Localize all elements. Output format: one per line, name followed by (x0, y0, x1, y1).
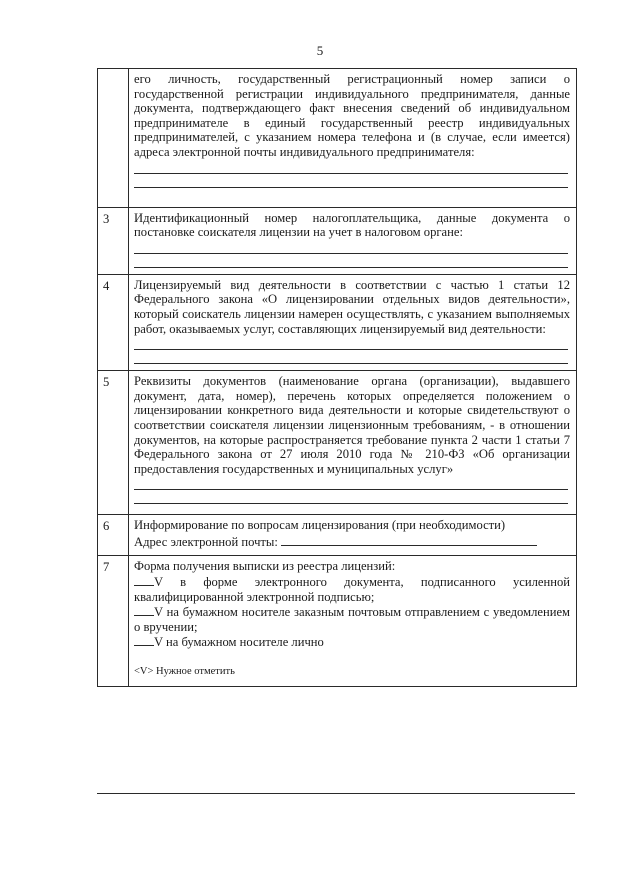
page-number: 5 (316, 43, 324, 58)
table-row (98, 69, 577, 208)
document-details-text: Реквизиты документов (наименование органа (организации), выдавшего документ, дата, номер), перечень которых определяется положением о лицензировании конкретного вида деятельности и которые свидетельствуют о соответствии соискателя лицензии лицензионным требованиям, - в отношении документов, на которые распространяется требование пункта 2 части 1 статьи 7 Федерального закона от 27 июля 2010 года № 210-ФЗ «Об организации предоставления государственных и муниципальных услуг» (134, 374, 570, 476)
fill-line[interactable] (134, 254, 568, 268)
option-electronic (134, 574, 570, 604)
row-number: 5 (98, 371, 129, 515)
table-row (98, 207, 577, 274)
row-number: 7 (98, 556, 129, 686)
email-label: Адрес электронной почты: (134, 534, 278, 549)
email-line (134, 533, 570, 550)
licensing-info-text: Информирование по вопросам лицензирования (при необходимости) (134, 518, 506, 533)
table-row (98, 515, 577, 556)
footer-rule (97, 793, 575, 794)
row-number: 4 (98, 274, 129, 370)
fill-line[interactable] (134, 336, 568, 350)
footnote: <V> Нужное отметить (134, 666, 235, 678)
fill-line[interactable] (134, 476, 568, 490)
option-mark-field[interactable] (134, 574, 154, 586)
row-content (129, 274, 577, 370)
row-content (129, 69, 577, 208)
application-form-table (97, 68, 577, 687)
row-content (129, 371, 577, 515)
row-number: 3 (98, 207, 129, 274)
option-label: V на бумажном носителе лично (154, 635, 324, 650)
table-row (98, 371, 577, 515)
fill-line[interactable] (134, 490, 568, 504)
table-row (98, 274, 577, 370)
option-mark-field[interactable] (134, 634, 154, 646)
option-label: V на бумажном носителе заказным почтовым отправлением с уведомлением о вручении; (134, 605, 570, 634)
fill-line[interactable] (134, 350, 568, 364)
email-field[interactable] (281, 533, 537, 546)
option-registered-mail (134, 604, 570, 634)
fill-line[interactable] (134, 174, 568, 188)
row-number (98, 69, 129, 208)
licensed-activity-text: Лицензируемый вид деятельности в соответствии с частью 1 статьи 12 Федерального закона «О лицензировании отдельных видов деятельности», который соискатель лицензии намерен осуществлять, с указанием выполняемых работ, оказываемых услуг, составляющих лицензируемый вид деятельности: (134, 277, 570, 336)
option-label: V в форме электронного документа, подписанного усиленной квалифицированной электронной подписью; (134, 575, 570, 604)
fill-line[interactable] (134, 240, 568, 254)
row-number: 6 (98, 515, 129, 556)
fill-line[interactable] (134, 160, 568, 174)
table-row (98, 556, 577, 686)
row-content (129, 515, 577, 556)
entrepreneur-identity-text: его личность, государственный регистрационный номер записи о государственной регистрации индивидуального предпринимателя, данные документа, подтверждающего факт внесения сведений об индивидуальном предпринимателе в единый государственный реестр индивидуальных предпринимателей, с указанием номера телефона и (в случае, если имеется) адреса электронной почты индивидуального предпринимателя: (134, 72, 570, 159)
row-content (129, 207, 577, 274)
option-mark-field[interactable] (134, 604, 154, 616)
tax-id-text: Идентификационный номер налогоплательщика, данные документа о постановке соискателя лицензии на учет в налоговом органе: (134, 210, 570, 240)
extract-form-title: Форма получения выписки из реестра лицензий: (134, 559, 396, 574)
option-in-person (134, 634, 570, 650)
row-content (129, 556, 577, 686)
